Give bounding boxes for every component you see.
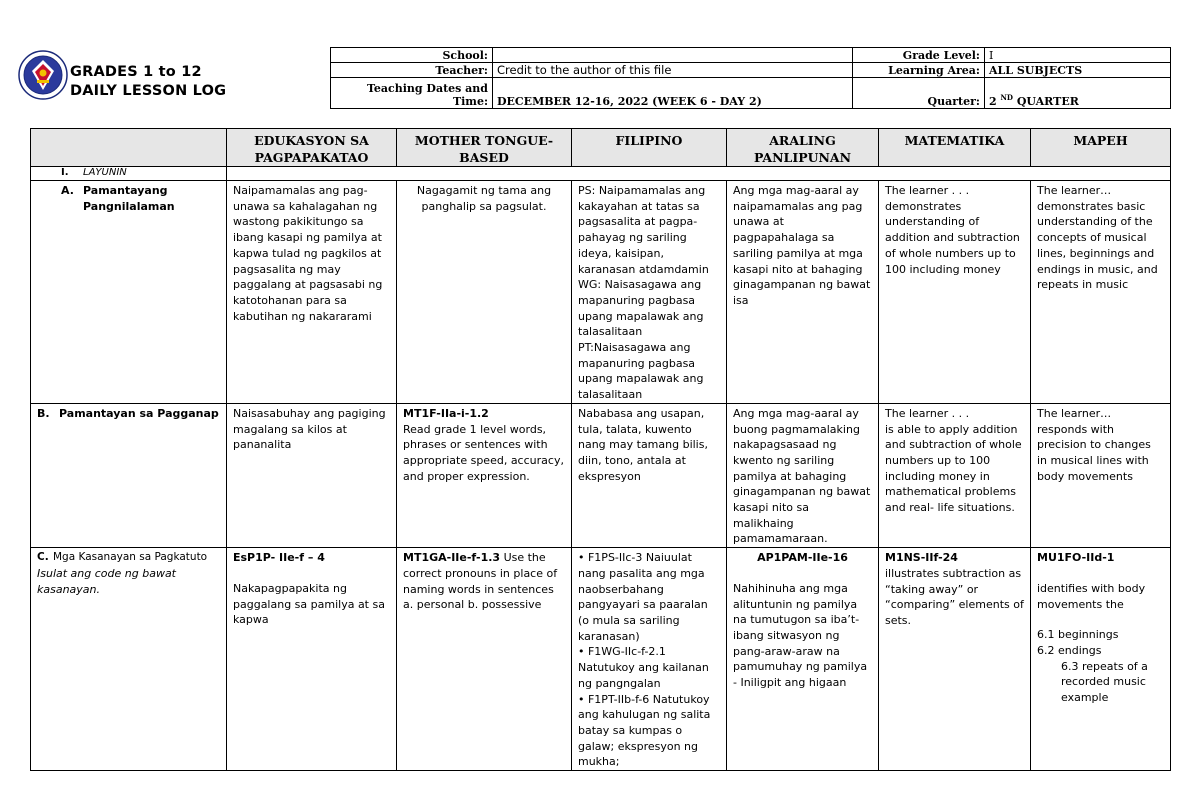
- cell-b-mtb-code: MT1F-IIa-i-1.2: [403, 406, 489, 420]
- school-value[interactable]: [493, 48, 853, 63]
- cell-c-math: [879, 548, 1031, 771]
- title-line-2: DAILY LESSON LOG: [70, 83, 227, 99]
- quarter-word: QUARTER: [1016, 95, 1079, 108]
- cell-b-ap: Ang mga mag-aaral ay buong pagmamalaking nakapagsasaad ng kwento ng sariling pamilya at bahaging ginagampanan ng bawat kasapi nito sa malikhaing pamamamaraan.: [727, 403, 879, 547]
- cell-c-mapeh-2: 6.2 endings: [1037, 643, 1102, 657]
- cell-b-filipino: Nababasa ang usapan, tula, talata, kuwento nang may tamang bilis, diin, tono, antala at ekspresyon: [572, 403, 727, 547]
- row-b-num: B.: [37, 406, 50, 420]
- row-pamantayan-sa-pagganap: [31, 403, 1171, 547]
- row-c-sublabel: Isulat ang code ng bawat kasanayan.: [37, 566, 176, 596]
- cell-a-mapeh: The learner… demonstrates basic understanding of the concepts of musical lines, beginnings and endings in music, and repeats in music: [1031, 181, 1171, 404]
- row-b-label: [31, 403, 227, 547]
- row-a-text: Pamantayang Pangnilalaman: [83, 184, 175, 213]
- row-mga-kasanayan: [31, 548, 1171, 771]
- teacher-value[interactable]: Credit to the author of this file: [493, 63, 853, 78]
- dates-label-line-1: Teaching Dates and: [366, 82, 488, 95]
- layunin-label: [31, 167, 227, 181]
- school-label: School:: [331, 48, 493, 63]
- deped-seal-icon: [18, 50, 68, 100]
- cell-c-ap-2: - Iniligpit ang higaan: [733, 676, 847, 690]
- row-c-label: [31, 548, 227, 771]
- cell-c-fil-2: • F1WG-IIc-f-2.1 Natutukoy ang kailanan ng pangngalan: [578, 645, 709, 690]
- cell-c-mapeh: [1031, 548, 1171, 771]
- cell-c-fil-3: • F1PT-IIb-f-6 Natutukoy ang kahulugan ng salita batay sa kumpas o galaw; ekspresyon ng mukha;: [578, 692, 711, 769]
- school-row: [331, 48, 1171, 63]
- cell-b-mapeh: [1031, 403, 1171, 547]
- row-c-text: Mga Kasanayan sa Pagkatuto: [53, 551, 208, 564]
- cell-b-mapeh-text: responds with precision to changes in musical lines with body movements: [1037, 422, 1151, 483]
- cell-c-mapeh-3: 6.3 repeats of a recorded music example: [1061, 659, 1148, 705]
- info-table: [330, 47, 1171, 109]
- document-title: [70, 63, 226, 101]
- cell-b-mtb: [397, 403, 572, 547]
- cell-a-fil-wg: WG: Naisasagawa ang mapanuring pagbasa upang mapalawak ang talasalitaan: [578, 278, 704, 339]
- column-header-mtb: MOTHER TONGUE-BASED: [397, 129, 572, 167]
- cell-c-math-text: illustrates subtraction as “taking away” or “comparing” elements of sets.: [885, 566, 1024, 627]
- row-b-text: Pamantayan sa Pagganap: [59, 406, 219, 420]
- column-header-row: [31, 129, 1171, 167]
- cell-b-math-text: is able to apply addition and subtraction of whole numbers up to 100 including money in mathematical problems and real- life situations.: [885, 422, 1022, 515]
- section-label: LAYUNIN: [83, 167, 127, 178]
- row-c-num: C.: [37, 551, 49, 564]
- dates-row: [331, 78, 1171, 109]
- layunin-span: [227, 167, 1171, 181]
- learning-area-label: Learning Area:: [853, 63, 985, 78]
- cell-c-mtb-text: Use the correct pronouns in place of naming words in sentences a. personal b. possessive: [403, 551, 558, 612]
- title-line-1: GRADES 1 to 12: [70, 64, 202, 80]
- cell-c-ap: [727, 548, 879, 771]
- cell-b-esp: Naisasabuhay ang pagiging magalang sa kilos at pananalita: [227, 403, 397, 547]
- cell-a-math: The learner . . . demonstrates understanding of addition and subtraction of whole numbers up to 100 including money: [879, 181, 1031, 404]
- teacher-label: Teacher:: [331, 63, 493, 78]
- grade-level-value[interactable]: I: [985, 48, 1171, 63]
- column-header-ap: ARALING PANLIPUNAN: [727, 129, 879, 167]
- quarter-sup: ND: [1000, 93, 1013, 102]
- grade-level-label: Grade Level:: [853, 48, 985, 63]
- layunin-row: [31, 167, 1171, 181]
- column-header-math: MATEMATIKA: [879, 129, 1031, 167]
- lesson-grid: [30, 128, 1171, 771]
- cell-a-fil-ps: PS: Naipamamalas ang kakayahan at tatas sa pagsasalita at pagpa-pahayag ng sariling ideya, kaisipan, karanasan atdamdamin: [578, 184, 709, 276]
- cell-c-ap-text: Nahihinuha ang mga alituntunin ng pamilya na tumutugon sa iba’t-ibang sitwasyon ng pang-araw-araw na pamumuhay ng pamilya: [733, 581, 868, 674]
- cell-a-fil-pt: PT:Naisasagawa ang mapanuring pagbasa upang mapalawak ang talasalitaan: [578, 341, 704, 402]
- cell-c-mapeh-text: identifies with body movements the: [1037, 581, 1146, 611]
- cell-c-ap-code: AP1PAM-IIe-16: [757, 551, 848, 565]
- row-pamantayang-pangnilalaman: [31, 181, 1171, 404]
- column-header-mapeh: MAPEH: [1031, 129, 1171, 167]
- row-c-heading: [37, 550, 220, 566]
- row-a-num: A.: [61, 184, 74, 197]
- cell-c-esp-code: EsP1P- IIe-f – 4: [233, 551, 325, 565]
- column-header-filipino: FILIPINO: [572, 129, 727, 167]
- cell-b-math-l1: The learner . . .: [885, 406, 970, 420]
- dates-value[interactable]: DECEMBER 12-16, 2022 (WEEK 6 - DAY 2): [493, 78, 853, 109]
- learning-area-value[interactable]: ALL SUBJECTS: [985, 63, 1171, 78]
- header-blank: [31, 129, 227, 167]
- cell-a-esp: Naipamamalas ang pag-unawa sa kahalagahan ng wastong pakikitungo sa ibang kasapi ng pamilya at kapwa tulad ng pagkilos at pagsasalita ng may paggalang at pagsasabi ng katotohanan para sa kabutihan ng nakararami: [227, 181, 397, 404]
- cell-c-fil-1: • F1PS-IIc-3 Naiuulat nang pasalita ang mga naobserbahang pangyayari sa paaralan (o mula sa sariling karanasan): [578, 551, 708, 643]
- cell-c-mapeh-code: MU1FO-IId-1: [1037, 551, 1115, 565]
- cell-c-esp: [227, 548, 397, 771]
- dates-label: [331, 78, 493, 109]
- quarter-num: 2: [989, 95, 997, 108]
- cell-c-mapeh-1: 6.1 beginnings: [1037, 628, 1119, 642]
- cell-c-mtb-code: MT1GA-IIe-f-1.3: [403, 551, 501, 565]
- cell-b-mtb-text: Read grade 1 level words, phrases or sentences with appropriate speed, accuracy, and proper expression.: [403, 422, 564, 483]
- cell-b-mapeh-l1: The learner…: [1037, 406, 1112, 420]
- cell-c-mtb: [397, 548, 572, 771]
- cell-a-mtb: Nagagamit ng tama ang panghalip sa pagsulat.: [397, 181, 572, 404]
- section-num: I.: [61, 167, 69, 178]
- quarter-label: Quarter:: [853, 78, 985, 109]
- cell-b-math: [879, 403, 1031, 547]
- cell-c-math-code: M1NS-IIf-24: [885, 551, 958, 565]
- column-header-esp: EDUKASYON SA PAGPAPAKATAO: [227, 129, 397, 167]
- row-a-label: [31, 181, 227, 404]
- cell-c-filipino: [572, 548, 727, 771]
- cell-a-ap: Ang mga mag-aaral ay naipamamalas ang pag unawa at pagpapahalaga sa sariling pamilya at mga kasapi nito at bahaging ginagampanan ng bawat isa: [727, 181, 879, 404]
- teacher-row: [331, 63, 1171, 78]
- cell-a-filipino: [572, 181, 727, 404]
- cell-c-esp-text: Nakapagpapakita ng paggalang sa pamilya at sa kapwa: [233, 581, 385, 627]
- dates-label-line-2: Time:: [452, 95, 488, 108]
- quarter-value[interactable]: [985, 78, 1171, 109]
